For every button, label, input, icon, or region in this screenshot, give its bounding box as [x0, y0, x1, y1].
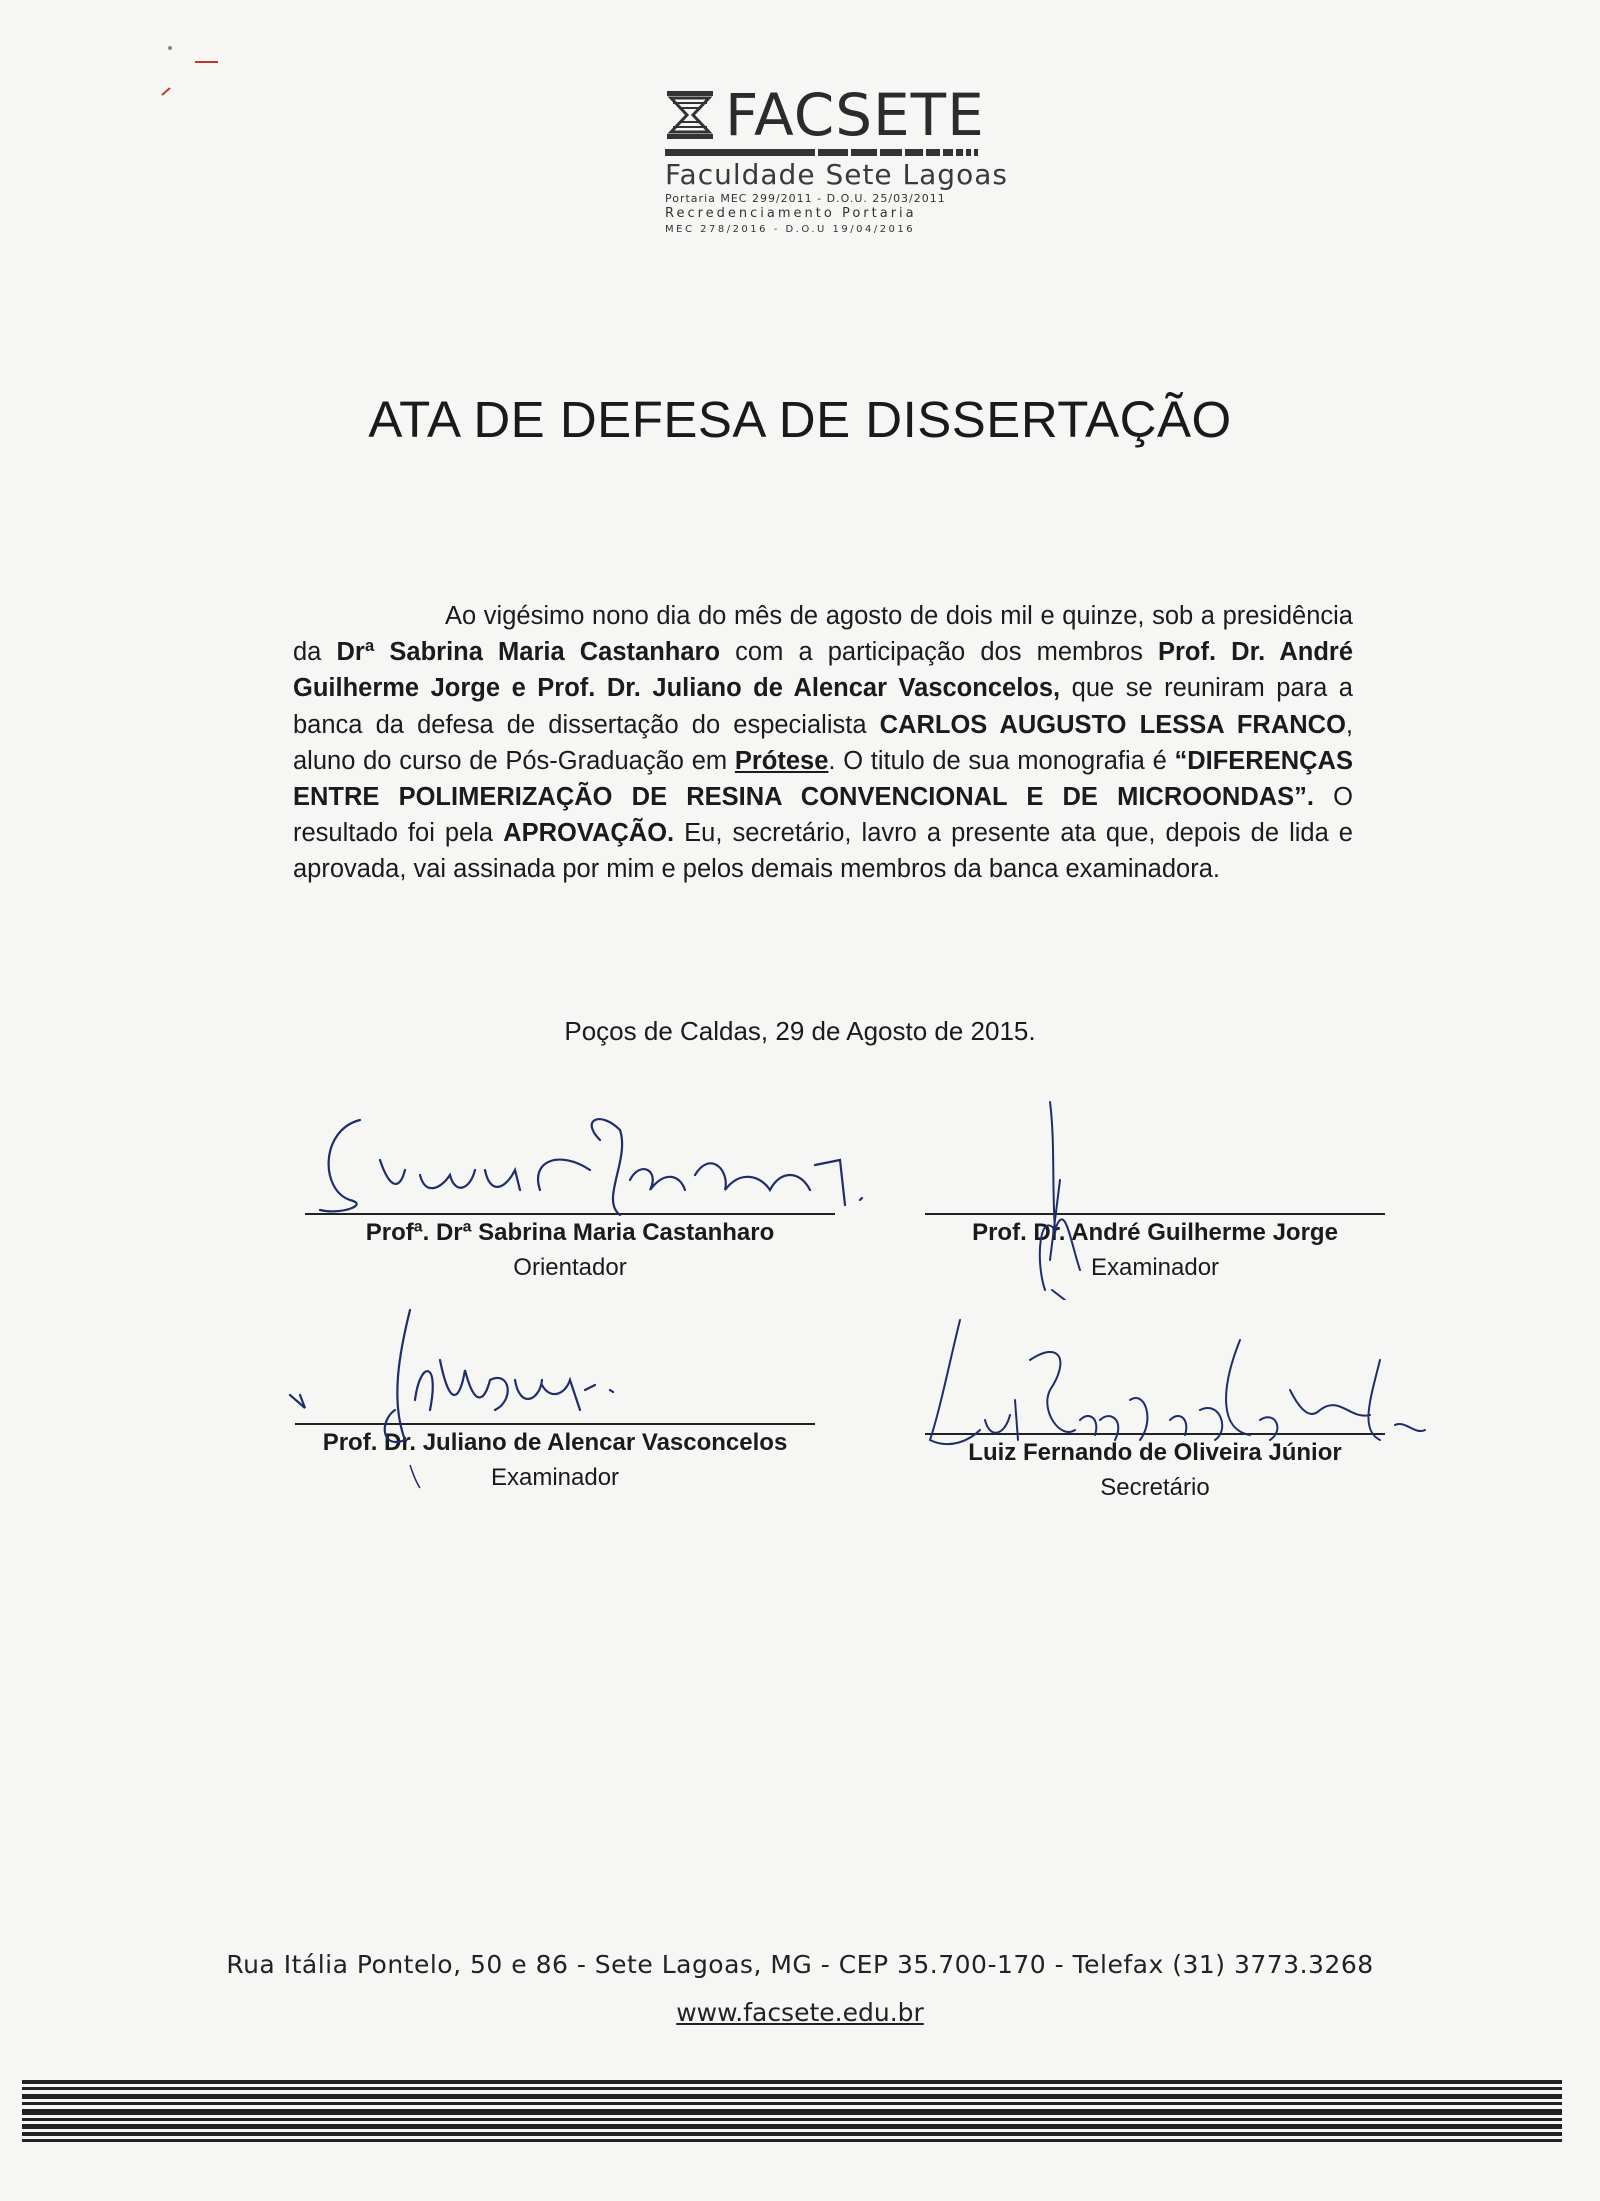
logo-subtitle: Faculdade Sete Lagoas	[665, 158, 1008, 191]
minutes-body	[293, 598, 1353, 888]
handwritten-signature-andre	[1010, 1100, 1130, 1300]
signature-role: Examinador	[1090, 1254, 1220, 1281]
signature-block-examinador-1	[925, 1213, 1385, 1285]
body-text-2: com a participação dos membros	[720, 638, 1158, 667]
signature-name: Prof. Dr. André Guilherme Jorge	[972, 1219, 1338, 1246]
footer-website-link[interactable]: www.facsete.edu.br	[676, 1998, 924, 2027]
course-name: Prótese	[734, 746, 829, 775]
footer-stripes	[22, 2080, 1562, 2146]
portaria-line: Portaria MEC 299/2011 - D.O.U. 25/03/2011	[665, 192, 946, 205]
president-name: Drª Sabrina Maria Castanharo	[336, 638, 721, 667]
body-text-6: O resultado foi pela	[293, 783, 1353, 848]
signature-name: Prof. Dr. Juliano de Alencar Vasconcelos	[322, 1429, 788, 1456]
body-text-1: Ao vigésimo nono dia do mês de agosto de dois mil e quinze, sob a presidência da	[293, 602, 1353, 667]
body-text-7: Eu, secretário, lavro a presente ata que, depois de lida e aprovada, vai assinada por mim e pelos demais membros da banca examinadora.	[293, 819, 1353, 884]
result: APROVAÇÃO.	[503, 819, 675, 848]
monograph-title: “DIFERENÇAS ENTRE POLIMERIZAÇÃO DE RESINA CONVENCIONAL E DE MICROONDAS”.	[293, 746, 1353, 812]
logo-name: FACSETE	[725, 81, 985, 149]
signature-role: Examinador	[490, 1464, 620, 1491]
body-text-3: que se reuniram para a banca da defesa de dissertação do especialista	[293, 674, 1353, 739]
handwritten-signature-sabrina	[300, 1100, 880, 1230]
facsete-logo	[665, 81, 1025, 237]
footer-address: Rua Itália Pontelo, 50 e 86 - Sete Lagoas, MG - CEP 35.700-170 - Telefax (31) 3773.3268	[226, 1950, 1374, 1979]
document-title: ATA DE DEFESA DE DISSERTAÇÃO	[368, 391, 1232, 448]
student-name: CARLOS AUGUSTO LESSA FRANCO	[879, 710, 1346, 739]
signature-name: Luiz Fernando de Oliveira Júnior	[968, 1439, 1342, 1466]
facsete-emblem-icon	[665, 89, 715, 141]
body-text-4: , aluno do curso de Pós-Graduação em	[293, 710, 1354, 775]
logo-bar	[665, 149, 1025, 156]
members-names: Prof. Dr. André Guilherme Jorge e Prof. Dr. Juliano de Alencar Vasconcelos,	[293, 638, 1354, 703]
handwritten-signature-luiz	[900, 1300, 1460, 1460]
mec-line: MEC 278/2016 - D.O.U 19/04/2016	[665, 224, 916, 235]
signature-name: Profª. Drª Sabrina Maria Castanharo	[365, 1219, 775, 1246]
body-text-5: . O titulo de sua monografia é	[828, 746, 1175, 775]
signature-role: Secretário	[1100, 1474, 1210, 1501]
scan-marks	[110, 40, 230, 110]
signature-role: Orientador	[513, 1254, 627, 1281]
date-line: Poços de Caldas, 29 de Agosto de 2015.	[564, 1016, 1036, 1046]
handwritten-signature-juliano	[280, 1300, 680, 1490]
recredenciamento-line: Recredenciamento Portaria	[665, 206, 917, 221]
